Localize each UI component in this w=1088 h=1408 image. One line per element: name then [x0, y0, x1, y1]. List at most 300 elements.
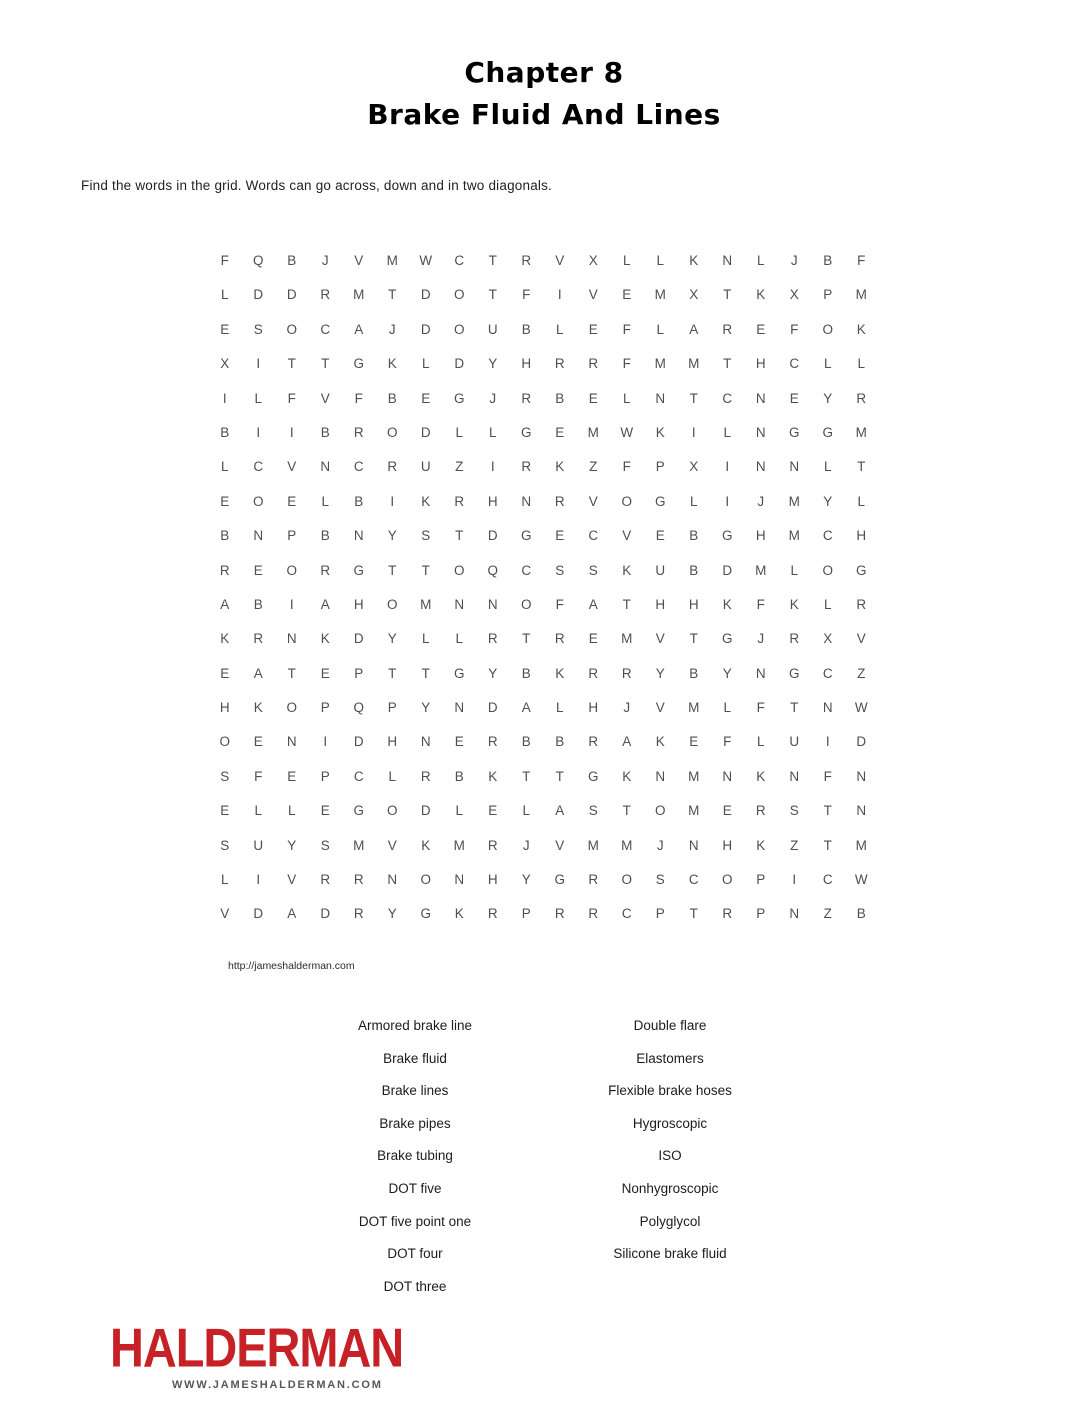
grid-cell: S: [588, 803, 598, 819]
grid-cell: C: [822, 665, 833, 681]
grid-cell: R: [554, 356, 565, 372]
grid-cell: G: [587, 768, 599, 784]
grid-row: [208, 313, 878, 347]
grid-cell: D: [722, 562, 733, 578]
grid-cell: K: [320, 631, 330, 647]
grid-cell: F: [857, 253, 866, 268]
grid-cell: S: [220, 837, 230, 853]
grid-cell: E: [454, 734, 464, 750]
grid-cell: G: [554, 872, 565, 888]
word-list-item: DOT three: [383, 1278, 447, 1294]
grid-cell: I: [725, 493, 730, 509]
grid-cell: B: [220, 424, 230, 440]
grid-cell: L: [220, 459, 229, 475]
grid-cell: I: [323, 734, 328, 750]
word-list-item: Brake tubing: [377, 1148, 453, 1164]
grid-cell: N: [856, 768, 867, 784]
grid-cell: R: [621, 665, 632, 681]
grid-cell: I: [691, 424, 696, 440]
grid-cell: H: [487, 493, 498, 509]
grid-cell: L: [756, 253, 765, 268]
grid-cell: W: [419, 253, 433, 268]
grid-cell: M: [654, 287, 666, 303]
grid-cell: V: [622, 528, 632, 544]
word-list-item: DOT five point one: [358, 1213, 472, 1229]
grid-cell: F: [723, 734, 732, 750]
grid-cell: M: [386, 253, 398, 268]
grid-cell: H: [521, 356, 532, 372]
grid-cell: U: [253, 837, 264, 853]
grid-cell: M: [621, 837, 633, 853]
grid-cell: V: [588, 493, 598, 509]
word-list-item: Brake pipes: [379, 1115, 451, 1131]
grid-cell: N: [789, 459, 800, 475]
grid-cell: H: [856, 528, 867, 544]
grid-cell: E: [622, 287, 632, 303]
worksheet-title: Brake Fluid And Lines: [367, 98, 721, 131]
grid-cell: R: [253, 631, 264, 647]
grid-cell: E: [220, 803, 230, 819]
grid-cell: G: [353, 803, 364, 819]
grid-cell: D: [320, 906, 331, 922]
grid-row: [208, 416, 878, 450]
grid-cell: P: [521, 906, 531, 922]
grid-cell: T: [790, 700, 799, 716]
grid-cell: A: [521, 700, 531, 716]
grid-cell: Y: [488, 665, 498, 681]
grid-cell: E: [555, 528, 565, 544]
grid-cell: O: [721, 872, 733, 888]
grid-cell: N: [420, 734, 431, 750]
grid-cell: R: [588, 665, 599, 681]
grid-cell: S: [253, 321, 263, 337]
grid-cell: L: [823, 356, 832, 372]
grid-cell: L: [388, 768, 396, 784]
grid-cell: T: [455, 528, 464, 544]
grid-cell: L: [723, 700, 731, 716]
grid-cell: L: [689, 493, 698, 509]
grid-cell: E: [220, 665, 230, 681]
grid-cell: I: [557, 287, 562, 303]
grid-cell: V: [387, 837, 397, 853]
grid-cell: P: [823, 287, 833, 303]
grid-row: [208, 691, 878, 725]
grid-cell: G: [654, 493, 666, 509]
grid-cell: R: [588, 356, 599, 372]
grid-cell: M: [855, 837, 867, 853]
grid-cell: G: [822, 424, 833, 440]
grid-cell: O: [386, 424, 398, 440]
grid-cell: K: [689, 253, 699, 268]
grid-cell: I: [289, 596, 294, 612]
grid-cell: G: [520, 528, 532, 544]
grid-cell: K: [421, 837, 431, 853]
grid-cell: M: [755, 562, 767, 578]
grid-cell: H: [353, 596, 364, 612]
grid-cell: V: [655, 631, 665, 647]
grid-cell: O: [386, 803, 398, 819]
grid-cell: L: [254, 390, 262, 406]
grid-cell: E: [220, 493, 230, 509]
grid-cell: G: [420, 906, 431, 922]
grid-cell: C: [789, 356, 800, 372]
grid-cell: M: [688, 700, 700, 716]
grid-cell: N: [454, 700, 465, 716]
grid-cell: D: [353, 631, 364, 647]
grid-cell: T: [689, 631, 698, 647]
grid-cell: B: [521, 321, 531, 337]
grid-cell: T: [388, 665, 397, 681]
grid-cell: C: [253, 459, 264, 475]
page-title: [0, 52, 1088, 136]
grid-cell: T: [689, 390, 698, 406]
grid-cell: U: [420, 459, 431, 475]
grid-cell: B: [320, 528, 330, 544]
grid-cell: R: [487, 837, 498, 853]
grid-cell: Z: [790, 837, 799, 853]
word-list-item: Brake fluid: [383, 1050, 447, 1066]
grid-cell: C: [621, 906, 632, 922]
word-list-item: Double flare: [633, 1018, 707, 1033]
grid-cell: E: [320, 665, 330, 681]
grid-cell: M: [353, 287, 365, 303]
grid-cell: P: [387, 700, 397, 716]
instructions-text: Find the words in the grid. Words can go across, down and in two diagonals.: [81, 178, 553, 193]
grid-cell: S: [220, 768, 230, 784]
grid-cell: E: [253, 734, 263, 750]
grid-cell: N: [655, 768, 666, 784]
grid-cell: F: [287, 390, 296, 406]
grid-cell: K: [387, 356, 397, 372]
grid-cell: R: [353, 872, 364, 888]
word-list-item: Elastomers: [636, 1050, 704, 1066]
grid-cell: V: [287, 872, 297, 888]
grid-cell: D: [454, 356, 465, 372]
grid-row: [208, 657, 878, 691]
grid-cell: T: [555, 768, 564, 784]
grid-cell: P: [756, 906, 766, 922]
grid-cell: O: [520, 596, 532, 612]
grid-cell: D: [420, 803, 431, 819]
grid-cell: M: [420, 596, 432, 612]
grid-cell: X: [823, 631, 833, 647]
grid-cell: O: [453, 562, 465, 578]
grid-cell: C: [320, 321, 331, 337]
grid-cell: D: [420, 424, 431, 440]
grid-cell: E: [588, 631, 598, 647]
grid-cell: O: [286, 562, 297, 578]
grid-cell: A: [689, 321, 699, 337]
grid-cell: A: [354, 321, 364, 337]
grid-cell: K: [555, 665, 565, 681]
grid-cell: G: [520, 424, 532, 440]
grid-cell: T: [522, 768, 531, 784]
grid-cell: E: [655, 528, 665, 544]
grid-cell: D: [856, 734, 867, 750]
grid-cell: V: [555, 837, 565, 853]
grid-cell: N: [688, 837, 699, 853]
grid-cell: T: [622, 596, 631, 612]
grid-cell: T: [522, 631, 531, 647]
grid-cell: J: [623, 700, 631, 716]
grid-cell: I: [256, 872, 261, 888]
grid-cell: R: [219, 562, 230, 578]
grid-cell: R: [521, 390, 532, 406]
grid-cell: F: [756, 596, 765, 612]
grid-cell: P: [756, 872, 766, 888]
grid-cell: L: [622, 253, 631, 268]
word-list-item: DOT five: [388, 1180, 442, 1196]
grid-cell: B: [387, 390, 397, 406]
grid-cell: Z: [589, 459, 598, 475]
grid-cell: D: [420, 321, 431, 337]
grid-cell: H: [219, 700, 230, 716]
grid-cell: V: [354, 253, 364, 268]
grid-cell: L: [790, 562, 798, 578]
grid-cell: E: [789, 390, 799, 406]
grid-cell: R: [353, 424, 364, 440]
grid-cell: K: [722, 596, 732, 612]
word-list-item: Flexible brake hoses: [608, 1083, 732, 1099]
footer-url: WWW.JAMESHALDERMAN.COM: [172, 1379, 383, 1391]
grid-row: [208, 347, 878, 381]
grid-cell: L: [488, 424, 497, 440]
grid-cell: L: [823, 596, 832, 612]
grid-row: [208, 794, 878, 828]
grid-cell: R: [722, 906, 733, 922]
grid-cell: Y: [387, 906, 397, 922]
grid-cell: D: [420, 287, 431, 303]
grid-cell: A: [622, 734, 632, 750]
grid-cell: N: [755, 424, 766, 440]
grid-cell: E: [588, 390, 598, 406]
grid-cell: O: [252, 493, 264, 509]
grid-cell: D: [253, 906, 264, 922]
grid-cell: E: [689, 734, 699, 750]
grid-cell: C: [521, 562, 532, 578]
word-list-item: Brake lines: [381, 1083, 449, 1099]
grid-cell: J: [489, 390, 497, 406]
grid-cell: Y: [521, 872, 531, 888]
grid-cell: R: [521, 459, 532, 475]
grid-cell: M: [855, 424, 867, 440]
grid-cell: L: [421, 631, 430, 647]
grid-row: [208, 278, 878, 312]
chapter-title: Chapter 8: [464, 56, 624, 89]
grid-cell: B: [689, 528, 699, 544]
grid-cell: Z: [823, 906, 832, 922]
grid-cell: Y: [488, 356, 498, 372]
grid-cell: K: [253, 700, 263, 716]
grid-cell: N: [789, 906, 800, 922]
grid-cell: L: [723, 424, 731, 440]
grid-cell: R: [588, 734, 599, 750]
grid-cell: N: [822, 700, 833, 716]
grid-row: [208, 450, 878, 484]
grid-cell: I: [490, 459, 495, 475]
word-list-item: ISO: [658, 1148, 682, 1164]
grid-cell: V: [856, 631, 866, 647]
grid-cell: J: [321, 253, 329, 268]
grid-cell: P: [655, 906, 665, 922]
grid-cell: T: [857, 459, 866, 475]
grid-cell: C: [722, 390, 733, 406]
grid-row: [208, 382, 878, 416]
grid-cell: I: [825, 734, 830, 750]
grid-cell: T: [823, 803, 832, 819]
grid-cell: R: [420, 768, 431, 784]
grid-cell: O: [219, 734, 230, 750]
grid-cell: O: [621, 872, 632, 888]
grid-cell: I: [725, 459, 730, 475]
grid-cell: L: [756, 734, 765, 750]
grid-cell: R: [554, 906, 565, 922]
grid-cell: N: [353, 528, 364, 544]
grid-cell: T: [388, 562, 397, 578]
grid-cell: Q: [252, 253, 264, 268]
grid-cell: G: [353, 356, 364, 372]
grid-cell: A: [253, 665, 263, 681]
grid-cell: M: [587, 837, 599, 853]
grid-cell: O: [654, 803, 666, 819]
grid-cell: Y: [387, 631, 397, 647]
grid-cell: E: [220, 321, 230, 337]
grid-cell: D: [487, 700, 498, 716]
grid-cell: I: [289, 424, 294, 440]
grid-cell: J: [790, 253, 798, 268]
grid-cell: L: [823, 459, 832, 475]
grid-cell: J: [757, 493, 765, 509]
grid-cell: P: [655, 459, 665, 475]
grid-cell: L: [321, 493, 329, 509]
grid-cell: O: [420, 872, 431, 888]
grid-cell: B: [856, 906, 866, 922]
grid-cell: W: [854, 700, 868, 716]
grid-cell: D: [487, 528, 498, 544]
grid-row: [208, 863, 878, 897]
grid-cell: N: [755, 459, 766, 475]
grid-cell: Y: [823, 493, 833, 509]
grid-cell: O: [822, 562, 833, 578]
grid-cell: Y: [387, 528, 397, 544]
grid-cell: R: [789, 631, 800, 647]
grid-cell: G: [453, 665, 465, 681]
grid-cell: Y: [722, 665, 732, 681]
grid-cell: Z: [857, 665, 866, 681]
grid-cell: F: [622, 356, 631, 372]
grid-cell: C: [353, 459, 364, 475]
grid-row: [208, 244, 878, 278]
grid-cell: O: [386, 596, 398, 612]
grid-cell: K: [655, 734, 665, 750]
grid-cell: M: [688, 803, 700, 819]
grid-cell: X: [789, 287, 799, 303]
grid-cell: R: [320, 872, 331, 888]
grid-cell: R: [487, 734, 498, 750]
grid-cell: E: [488, 803, 498, 819]
grid-cell: F: [790, 321, 799, 337]
grid-cell: B: [689, 665, 699, 681]
grid-cell: G: [353, 562, 364, 578]
grid-cell: N: [655, 390, 666, 406]
grid-cell: T: [622, 803, 631, 819]
word-list-item: Silicone brake fluid: [613, 1246, 727, 1262]
grid-cell: E: [421, 390, 431, 406]
grid-cell: U: [655, 562, 666, 578]
grid-cell: R: [755, 803, 766, 819]
grid-cell: Y: [655, 665, 665, 681]
grid-cell: C: [353, 768, 364, 784]
grid-cell: F: [354, 390, 363, 406]
grid-cell: K: [756, 837, 766, 853]
grid-cell: A: [555, 803, 565, 819]
grid-cell: S: [555, 562, 565, 578]
grid-cell: P: [320, 768, 330, 784]
grid-cell: G: [788, 665, 800, 681]
grid-cell: R: [554, 631, 565, 647]
grid-cell: R: [353, 906, 364, 922]
grid-cell: A: [588, 596, 598, 612]
grid-cell: T: [287, 665, 296, 681]
grid-cell: C: [822, 528, 833, 544]
grid-cell: F: [522, 287, 531, 303]
word-list-item: Hygroscopic: [632, 1115, 708, 1131]
word-list-left: [280, 1010, 550, 1303]
grid-cell: N: [722, 768, 733, 784]
grid-cell: H: [588, 700, 599, 716]
grid-cell: V: [655, 700, 665, 716]
grid-cell: H: [387, 734, 398, 750]
grid-cell: I: [222, 390, 227, 406]
grid-cell: K: [756, 287, 766, 303]
grid-cell: T: [421, 665, 430, 681]
grid-cell: L: [656, 253, 664, 268]
grid-cell: T: [723, 356, 732, 372]
grid-cell: Q: [487, 562, 498, 578]
grid-cell: L: [622, 390, 631, 406]
grid-cell: M: [453, 837, 465, 853]
grid-row: [208, 622, 878, 656]
grid-cell: Y: [287, 837, 297, 853]
grid-cell: O: [621, 493, 632, 509]
grid-cell: N: [521, 493, 532, 509]
grid-cell: L: [287, 803, 296, 819]
grid-row: [208, 760, 878, 794]
grid-cell: R: [320, 562, 331, 578]
grid-cell: N: [789, 768, 800, 784]
grid-cell: K: [454, 906, 464, 922]
grid-cell: M: [353, 837, 365, 853]
grid-cell: L: [455, 424, 463, 440]
word-list-item: Nonhygroscopic: [621, 1180, 719, 1196]
grid-cell: F: [823, 768, 832, 784]
grid-row: [208, 829, 878, 863]
grid-cell: N: [755, 390, 766, 406]
grid-cell: R: [554, 493, 565, 509]
grid-cell: M: [587, 424, 599, 440]
grid-cell: X: [220, 356, 230, 372]
footer: [110, 1316, 410, 1391]
grid-cell: S: [655, 872, 665, 888]
grid-cell: B: [555, 734, 565, 750]
grid-cell: L: [555, 321, 564, 337]
grid-row: [208, 725, 878, 759]
grid-cell: R: [487, 906, 498, 922]
grid-cell: E: [555, 424, 565, 440]
grid-cell: M: [654, 356, 666, 372]
grid-cell: B: [823, 253, 833, 268]
grid-cell: L: [254, 803, 262, 819]
